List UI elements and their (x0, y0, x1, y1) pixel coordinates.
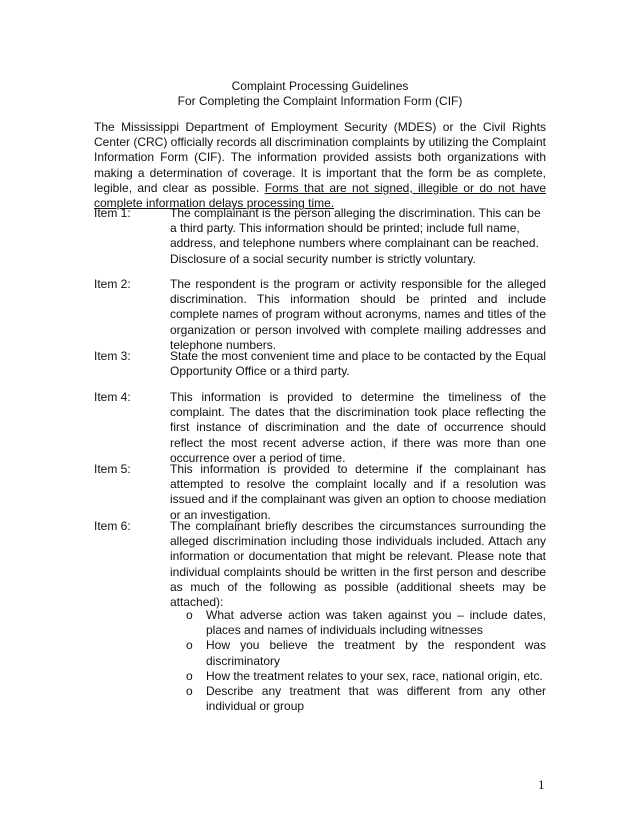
list-item (186, 684, 546, 714)
item-2 (94, 277, 546, 353)
bullet-text: How the treatment relates to your sex, race, national origin, etc. (206, 668, 543, 683)
item-text: State the most convenient time and place to be contacted by the Equal Opportunity Office or a third party. (170, 349, 546, 379)
item-label: Item 6: (94, 519, 131, 533)
item-text: The complainant briefly describes the circumstances surrounding the alleged discrimination including those individuals included. Attach any information or documentation that might be relevant. Please note that individual complaints should be written in the first person and describe as much of the following as possible (additional sheets may be attached): (170, 519, 546, 610)
item-label: Item 4: (94, 390, 131, 404)
intro-underlined-warning: Forms that are not signed, illegible or do not have complete information delays processing time. (94, 180, 547, 211)
item-label: Item 3: (94, 349, 131, 363)
intro-paragraph (94, 120, 546, 211)
item-label: Item 2: (94, 277, 131, 291)
item-5 (94, 462, 546, 523)
bullet-marker: o (186, 668, 193, 683)
item-3 (94, 349, 546, 379)
document-title: Complaint Processing Guidelines (231, 79, 409, 93)
item-1 (94, 206, 546, 267)
bullet-marker: o (186, 638, 193, 653)
item-text: This information is provided to determine the timeliness of the complaint. The dates that the discrimination took place reflecting the first instance of discrimination and the date of occurrence should reflect the most recent adverse action, if there was more than one occurrence over a period of time. (170, 390, 546, 465)
bullet-marker: o (186, 684, 193, 699)
list-item (186, 608, 546, 638)
item-text: The respondent is the program or activity responsible for the alleged discrimination. This information should be printed and include complete names of program without acronyms, names and titles of the organization or person involved with complete mailing addresses and telephone numbers. (170, 277, 546, 352)
list-item (186, 638, 546, 668)
item-text: This information is provided to determine if the complainant has attempted to resolve the complaint locally and if a resolution was issued and if the complainant was given an option to choose mediation or an investigation. (170, 462, 546, 522)
item-4 (94, 390, 546, 466)
bullet-marker: o (186, 608, 193, 622)
item-text: The complainant is the person alleging the discrimination. This can be a third party. This information should be printed; include full name, address, and telephone numbers where complainant can be reached. Disclosure of a social security number is strictly voluntary. (170, 206, 541, 266)
bullet-text: Describe any treatment that was different from any other individual or group (206, 684, 546, 714)
bullet-list (186, 608, 546, 714)
item-6 (94, 519, 546, 610)
item-label: Item 1: (94, 206, 131, 220)
bullet-text: What adverse action was taken against you – include dates, places and names of individuals including witnesses (206, 608, 546, 638)
intro-text: The Mississippi Department of Employment Security (MDES) or the Civil Rights Center (CRC) officially records all discrimination complaints by utilizing the Complaint Information Form (CIF). The information provided assists both organizations with making a determination of coverage. It is important that the form be as complete, legible, and clear as possible. (94, 120, 546, 195)
list-item (186, 669, 546, 684)
item-label: Item 5: (94, 462, 131, 476)
bullet-text: How you believe the treatment by the respondent was discriminatory (206, 638, 546, 668)
document-subtitle: For Completing the Complaint Information Form (CIF) (177, 94, 463, 108)
page-number: 1 (538, 777, 545, 792)
